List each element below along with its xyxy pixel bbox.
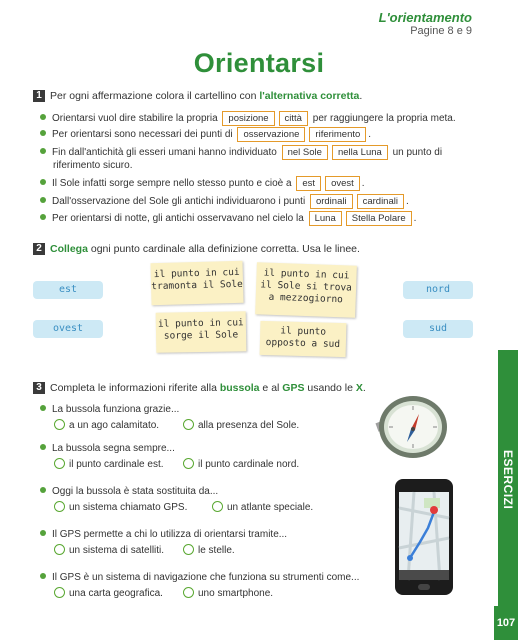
option-tag[interactable]: Luna xyxy=(309,211,342,226)
ex3-question-3: Oggi la bussola è stata sostituita da... xyxy=(40,486,218,498)
ex3-answer-5b[interactable]: uno smartphone. xyxy=(183,587,273,600)
exercise-3-prompt: 3 Completa le informazioni riferite alla bussola e al GPS usando le X. xyxy=(33,382,366,394)
ex3-answer-3a[interactable]: un sistema chiamato GPS. xyxy=(54,501,187,514)
option-tag[interactable]: ordinali xyxy=(310,194,353,209)
checkbox-circle[interactable] xyxy=(54,544,65,555)
option-tag[interactable]: est xyxy=(296,176,321,191)
option-tag[interactable]: Stella Polare xyxy=(346,211,412,226)
bullet-icon xyxy=(40,444,46,450)
ex3-answer-5a[interactable]: una carta geografica. xyxy=(54,587,163,600)
bullet-icon xyxy=(40,405,46,411)
ex3-question-1: La bussola funziona grazie... xyxy=(40,404,179,416)
option-tag[interactable]: osservazione xyxy=(237,127,305,142)
ex3-question-2: La bussola segna sempre... xyxy=(40,443,175,455)
bullet-icon xyxy=(40,214,46,220)
page-title: Orientarsi xyxy=(193,48,325,78)
bullet-icon xyxy=(40,148,46,154)
ex1-item-2: Per orientarsi sono necessari dei punti di osservazione riferimento . xyxy=(40,127,371,142)
ex1-item-4: Il Sole infatti sorge sempre nello stesso punto e cioè a est ovest . xyxy=(40,176,365,191)
ex3-question-5: Il GPS è un sistema di navigazione che funziona su strumenti come... xyxy=(40,572,359,584)
checkbox-circle[interactable] xyxy=(212,501,223,512)
definition-card[interactable]: il punto in cui il Sole si trova a mezzogiorno xyxy=(255,262,357,317)
page-number: 107 xyxy=(494,606,518,640)
side-tab xyxy=(498,350,518,610)
bullet-icon xyxy=(40,197,46,203)
exercise-number: 3 xyxy=(33,382,45,394)
checkbox-circle[interactable] xyxy=(54,458,65,469)
ex1-item-1: Orientarsi vuol dire stabilire la propria posizione città per raggiungere la propria meta. xyxy=(40,111,456,126)
bullet-icon xyxy=(40,179,46,185)
checkbox-circle[interactable] xyxy=(183,419,194,430)
direction-ovest[interactable]: ovest xyxy=(33,320,103,338)
ex1-item-3: Fin dall'antichità gli esseri umani hanno individuato nel Sole nella Luna un punto di xyxy=(40,145,442,160)
exercise-1-prompt: 1 Per ogni affermazione colora il cartellino con l'alternativa corretta. xyxy=(33,90,362,102)
side-label: ESERCIZI xyxy=(501,450,515,510)
smartphone-icon xyxy=(394,478,454,596)
ex3-answer-2b[interactable]: il punto cardinale nord. xyxy=(183,458,299,471)
ex3-question-4: Il GPS permette a chi lo utilizza di orientarsi tramite... xyxy=(40,529,287,541)
exercise-2-prompt: 2 Collega ogni punto cardinale alla definizione corretta. Usa le linee. xyxy=(33,243,360,255)
bullet-icon xyxy=(40,487,46,493)
option-tag[interactable]: ovest xyxy=(325,176,360,191)
checkbox-circle[interactable] xyxy=(183,587,194,598)
definition-card[interactable]: il punto in cui sorge il Sole xyxy=(156,311,247,353)
section-title: L'orientamento xyxy=(378,10,472,25)
direction-nord[interactable]: nord xyxy=(403,281,473,299)
definition-card[interactable]: il punto in cui tramonta il Sole xyxy=(150,261,243,305)
bullet-icon xyxy=(40,130,46,136)
option-tag[interactable]: posizione xyxy=(222,111,274,126)
ex3-answer-1a[interactable]: a un ago calamitato. xyxy=(54,419,159,432)
option-tag[interactable]: nel Sole xyxy=(282,145,328,160)
bullet-icon xyxy=(40,114,46,120)
compass-icon xyxy=(373,392,451,462)
ex3-answer-2a[interactable]: il punto cardinale est. xyxy=(54,458,164,471)
ex3-answer-4a[interactable]: un sistema di satelliti. xyxy=(54,544,164,557)
page-reference: Pagine 8 e 9 xyxy=(410,25,472,37)
ex3-answer-3b[interactable]: un atlante speciale. xyxy=(212,501,313,514)
checkbox-circle[interactable] xyxy=(54,419,65,430)
checkbox-circle[interactable] xyxy=(54,501,65,512)
definition-card[interactable]: il punto opposto a sud xyxy=(260,321,347,357)
direction-sud[interactable]: sud xyxy=(403,320,473,338)
option-tag[interactable]: riferimento xyxy=(309,127,366,142)
ex1-item-6: Per orientarsi di notte, gli antichi osservavano nel cielo la Luna Stella Polare . xyxy=(40,211,416,226)
ex1-item-5: Dall'osservazione del Sole gli antichi individuarono i punti ordinali cardinali . xyxy=(40,194,409,209)
option-tag[interactable]: nella Luna xyxy=(332,145,388,160)
checkbox-circle[interactable] xyxy=(183,458,194,469)
checkbox-circle[interactable] xyxy=(183,544,194,555)
bullet-icon xyxy=(40,573,46,579)
option-tag[interactable]: cardinali xyxy=(357,194,404,209)
exercise-number: 2 xyxy=(33,243,45,255)
exercise-number: 1 xyxy=(33,90,45,102)
direction-est[interactable]: est xyxy=(33,281,103,299)
option-tag[interactable]: città xyxy=(279,111,308,126)
ex3-answer-1b[interactable]: alla presenza del Sole. xyxy=(183,419,299,432)
ex1-item-3-continued: riferimento sicuro. xyxy=(53,160,133,171)
bullet-icon xyxy=(40,530,46,536)
ex3-answer-4b[interactable]: le stelle. xyxy=(183,544,235,557)
checkbox-circle[interactable] xyxy=(54,587,65,598)
